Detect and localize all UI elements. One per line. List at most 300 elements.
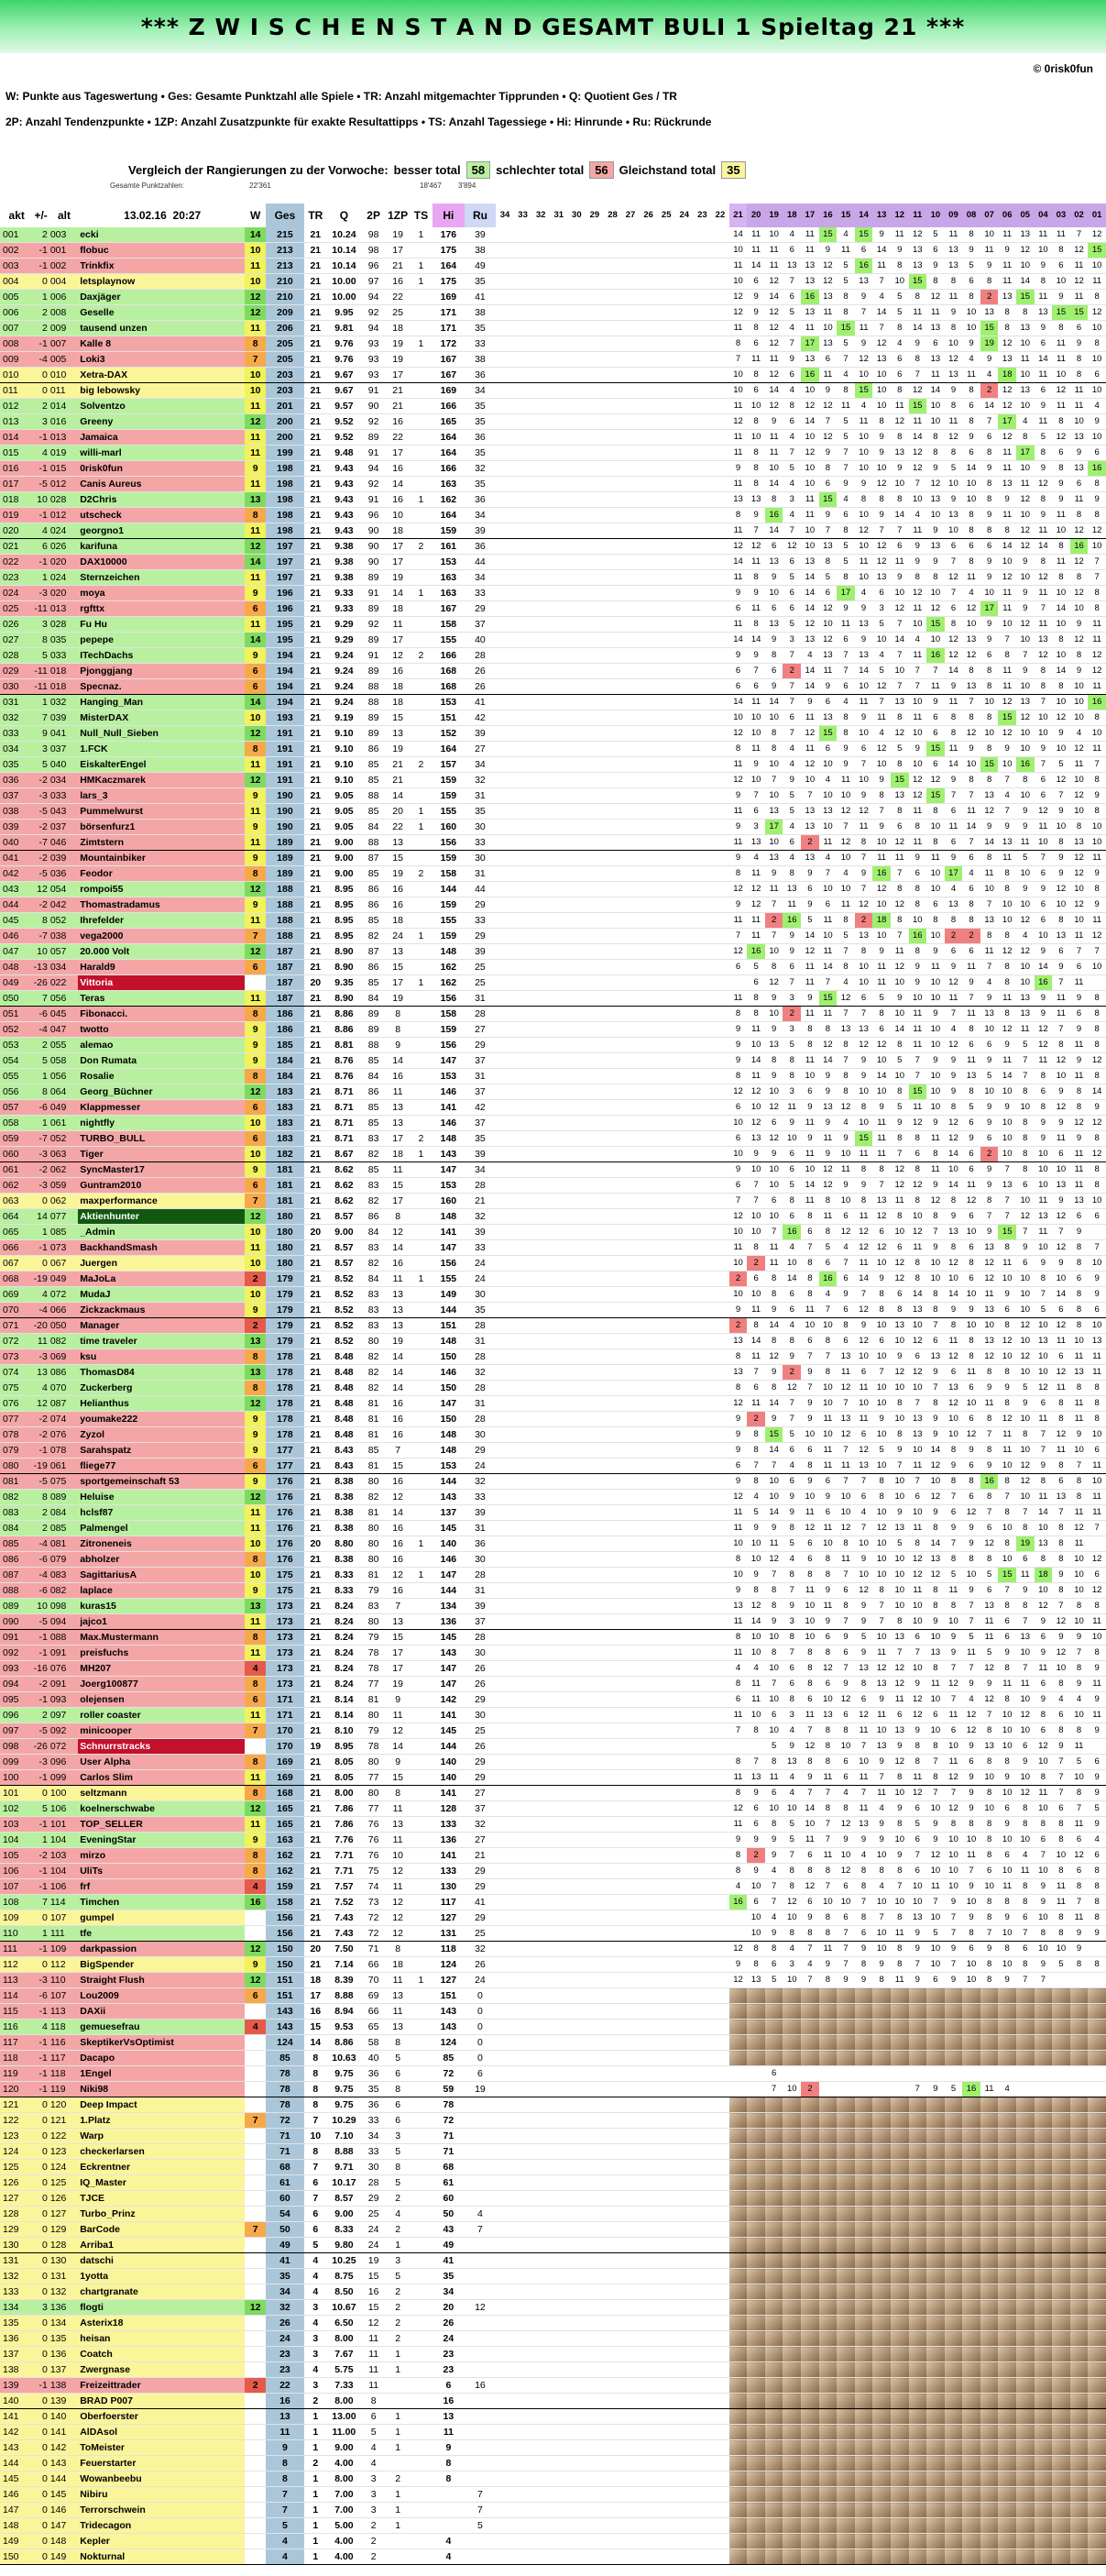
matchday-cell bbox=[604, 1038, 622, 1053]
day-wins bbox=[410, 1708, 433, 1723]
matchday-cell bbox=[550, 1552, 568, 1568]
matchday-cell bbox=[568, 1069, 586, 1084]
matchday-cell: 11 bbox=[1070, 259, 1089, 274]
day-points: 6 bbox=[245, 1100, 266, 1116]
matchday-cell: 13 bbox=[1035, 305, 1053, 321]
matchday-cell: 8 bbox=[1016, 1427, 1035, 1443]
matchday-cell: 9 bbox=[1052, 1194, 1070, 1209]
day-wins bbox=[410, 1256, 433, 1271]
matchday-cell bbox=[531, 1084, 550, 1100]
rueckrunde-points: 24 bbox=[465, 1459, 497, 1474]
bonus-points: 14 bbox=[386, 586, 409, 601]
matchday-cell: 12 bbox=[909, 1116, 927, 1131]
col-1zp: 1ZP bbox=[388, 209, 409, 222]
hinrunde-points: 145 bbox=[433, 1521, 465, 1536]
matchday-cell bbox=[550, 710, 568, 726]
matchday-cell: 12 bbox=[801, 726, 819, 742]
matchday-cell: 6 bbox=[1052, 1708, 1070, 1723]
comparison-label: Vergleich der Rangierungen zu der Vorwoche: bbox=[128, 163, 389, 177]
matchday-cell: 10 bbox=[926, 866, 945, 882]
diff-cell: -2 bbox=[30, 1427, 47, 1443]
diff-cell: 0 bbox=[30, 383, 47, 399]
matchday-cell: 8 bbox=[926, 274, 945, 290]
day-points: 6 bbox=[245, 1178, 266, 1194]
matchday-cell bbox=[711, 1412, 729, 1427]
matchday-cell: 14 bbox=[765, 523, 783, 539]
matchday-cell bbox=[531, 1568, 550, 1583]
matchday-cell bbox=[550, 1661, 568, 1677]
matchday-cell bbox=[586, 321, 604, 336]
matchday-cell bbox=[657, 866, 675, 882]
matchday-cell bbox=[496, 1271, 514, 1287]
matchday-cell: 8 bbox=[819, 1194, 838, 1209]
matchday-cell bbox=[621, 1084, 640, 1100]
matchday-cell bbox=[675, 243, 694, 259]
matchday-cell: 8 bbox=[1088, 1178, 1106, 1194]
matchday-cell bbox=[675, 695, 694, 710]
matchday-cell bbox=[621, 1412, 640, 1427]
matchday-cell: 9 bbox=[980, 570, 999, 586]
matchday-cell: 10 bbox=[855, 726, 873, 742]
matchday-cell: 2 bbox=[747, 1412, 765, 1427]
matchday-cell: 9 bbox=[747, 508, 765, 523]
matchday-cell: 10 bbox=[962, 1396, 980, 1412]
matchday-cell: 11 bbox=[872, 710, 891, 726]
matchday-cell: 5 bbox=[962, 1630, 980, 1646]
matchday-cell: 9 bbox=[729, 461, 748, 477]
matchday-cell bbox=[675, 1801, 694, 1817]
matchday-cell bbox=[496, 1365, 514, 1381]
matchday-cell bbox=[657, 1739, 675, 1755]
total-points: 173 bbox=[266, 1630, 303, 1646]
matchday-cell: 11 bbox=[855, 1770, 873, 1786]
matchday-cell: 8 bbox=[962, 523, 980, 539]
matchday-cell: 13 bbox=[872, 352, 891, 368]
player-name: TOP_SELLER bbox=[78, 1817, 245, 1833]
matchday-cell: 13 bbox=[765, 1038, 783, 1053]
day-points: 6 bbox=[245, 679, 266, 695]
matchday-cell: 7 bbox=[1035, 1287, 1053, 1303]
matchday-cell: 8 bbox=[962, 913, 980, 929]
matchday-cell: 11 bbox=[980, 866, 999, 882]
matchday-cell bbox=[568, 570, 586, 586]
matchday-cell: 7 bbox=[962, 695, 980, 710]
matchday-cell: 7 bbox=[819, 1817, 838, 1833]
day-wins bbox=[410, 383, 433, 399]
matchday-cell bbox=[621, 773, 640, 788]
matchday-cell bbox=[621, 461, 640, 477]
matchday-cell bbox=[657, 913, 675, 929]
matchday-cell: 11 bbox=[747, 913, 765, 929]
day-points: 10 bbox=[245, 1568, 266, 1583]
matchday-cell bbox=[514, 835, 532, 851]
matchday-cell bbox=[514, 975, 532, 991]
table-row bbox=[0, 1552, 1106, 1568]
matchday-cell: 10 bbox=[891, 1381, 909, 1396]
matchday-cell: 5 bbox=[783, 1536, 801, 1552]
matchday-cell: 6 bbox=[909, 1801, 927, 1817]
matchday-cell: 17 bbox=[980, 601, 999, 617]
matchday-cell: 8 bbox=[909, 1162, 927, 1178]
total-points: 173 bbox=[266, 1677, 303, 1692]
rueckrunde-points: 26 bbox=[465, 1677, 497, 1692]
matchday-cell: 11 bbox=[747, 1677, 765, 1692]
matchday-cell bbox=[675, 1209, 694, 1225]
matchday-cell bbox=[657, 1147, 675, 1162]
matchday-cell: 4 bbox=[819, 851, 838, 866]
matchday-cell: 5 bbox=[747, 960, 765, 975]
day-wins: 1 bbox=[410, 820, 433, 835]
matchday-cell bbox=[586, 1365, 604, 1381]
matchday-cell bbox=[496, 1443, 514, 1459]
hinrunde-points: 156 bbox=[433, 1038, 465, 1053]
player-name: rgfttx bbox=[78, 601, 245, 617]
day-points: 12 bbox=[245, 539, 266, 555]
rank-cell: 083 bbox=[0, 1505, 30, 1521]
day-points: 12 bbox=[245, 1490, 266, 1505]
total-points: 173 bbox=[266, 1599, 303, 1614]
matchday-cell bbox=[711, 1225, 729, 1240]
player-name: ThomasD84 bbox=[78, 1365, 245, 1381]
matchday-cell bbox=[531, 664, 550, 679]
matchday-cell bbox=[621, 477, 640, 492]
bonus-points: 20 bbox=[386, 804, 409, 820]
matchday-cell: 10 bbox=[1016, 1194, 1035, 1209]
matchday-cell bbox=[640, 1786, 658, 1801]
matchday-cell bbox=[675, 1817, 694, 1833]
hinrunde-points: 143 bbox=[433, 1646, 465, 1661]
matchday-cell bbox=[675, 1459, 694, 1474]
rank-cell: 041 bbox=[0, 851, 30, 866]
matchday-cell bbox=[514, 1708, 532, 1723]
table-row bbox=[0, 1583, 1106, 1599]
matchday-cell: 14 bbox=[783, 1271, 801, 1287]
matchday-cell: 12 bbox=[1070, 274, 1089, 290]
rank-cell: 072 bbox=[0, 1334, 30, 1349]
matchday-cell: 12 bbox=[926, 290, 945, 305]
diff-cell: -1 bbox=[30, 336, 47, 352]
matchday-cell bbox=[550, 1209, 568, 1225]
matchday-cell: 10 bbox=[1016, 975, 1035, 991]
bonus-points: 14 bbox=[386, 1381, 409, 1396]
matchday-cell: 10 bbox=[872, 1084, 891, 1100]
matchday-cell bbox=[711, 523, 729, 539]
matchday-cell bbox=[657, 1209, 675, 1225]
matchday-cell bbox=[694, 1007, 712, 1022]
matchday-cell bbox=[586, 1053, 604, 1069]
tendency-points: 83 bbox=[361, 1131, 387, 1147]
matchday-cell: 6 bbox=[909, 1147, 927, 1162]
matchday-cell: 11 bbox=[837, 1162, 855, 1178]
matchday-cell: 11 bbox=[819, 1599, 838, 1614]
matchday-cell: 12 bbox=[998, 695, 1016, 710]
matchday-cell: 11 bbox=[1016, 835, 1035, 851]
matchday-cell bbox=[496, 1427, 514, 1443]
quotient: 10.00 bbox=[327, 274, 361, 290]
tendency-points: 84 bbox=[361, 991, 387, 1007]
matchday-cell: 10 bbox=[1088, 430, 1106, 446]
quotient: 9.76 bbox=[327, 352, 361, 368]
matchday-cell: 7 bbox=[783, 446, 801, 461]
rounds-count: 21 bbox=[304, 773, 327, 788]
rounds-count: 21 bbox=[304, 1240, 327, 1256]
matchday-cell: 9 bbox=[1035, 259, 1053, 274]
matchday-cell: 5 bbox=[819, 1240, 838, 1256]
matchday-cell bbox=[531, 414, 550, 430]
matchday-cell: 11 bbox=[837, 617, 855, 633]
rueckrunde-points: 30 bbox=[465, 851, 497, 866]
bonus-points: 13 bbox=[386, 1100, 409, 1116]
matchday-cell bbox=[604, 586, 622, 601]
matchday-cell: 8 bbox=[980, 1443, 999, 1459]
tendency-points: 85 bbox=[361, 773, 387, 788]
day-points: 13 bbox=[245, 1365, 266, 1381]
matchday-cell: 8 bbox=[1035, 492, 1053, 508]
matchday-cell: 13 bbox=[872, 1677, 891, 1692]
matchday-cell bbox=[675, 1022, 694, 1038]
matchday-cell: 8 bbox=[926, 1147, 945, 1162]
hinrunde-points: 144 bbox=[433, 882, 465, 897]
matchday-cell bbox=[640, 1022, 658, 1038]
matchday-cell bbox=[711, 960, 729, 975]
day-wins bbox=[410, 913, 433, 929]
matchday-cell: 5 bbox=[962, 1100, 980, 1116]
matchday-cell bbox=[711, 773, 729, 788]
old-rank-cell: 082 bbox=[48, 1334, 78, 1349]
matchday-cell: 12 bbox=[872, 679, 891, 695]
matchday-cell: 15 bbox=[926, 617, 945, 633]
matchday-cell: 13 bbox=[747, 835, 765, 851]
matchday-cell: 9 bbox=[962, 1739, 980, 1755]
matchday-cell bbox=[675, 414, 694, 430]
hinrunde-points: 164 bbox=[433, 446, 465, 461]
player-name: Xetra-DAX bbox=[78, 368, 245, 383]
rounds-count: 21 bbox=[304, 648, 327, 664]
matchday-cell: 10 bbox=[855, 461, 873, 477]
matchday-cell bbox=[568, 1349, 586, 1365]
table-row bbox=[0, 1349, 1106, 1365]
table-row bbox=[0, 929, 1106, 944]
quotient: 9.10 bbox=[327, 773, 361, 788]
matchday-cell: 5 bbox=[783, 1038, 801, 1053]
bonus-points: 11 bbox=[386, 1708, 409, 1723]
matchday-cell bbox=[586, 617, 604, 633]
matchday-cell bbox=[621, 1240, 640, 1256]
player-name: youmake222 bbox=[78, 1412, 245, 1427]
matchday-cell: 8 bbox=[747, 1443, 765, 1459]
matchday-cell: 15 bbox=[1088, 243, 1106, 259]
rounds-count: 21 bbox=[304, 1022, 327, 1038]
matchday-cell bbox=[586, 1723, 604, 1739]
old-rank-cell: 085 bbox=[48, 1521, 78, 1536]
matchday-cell bbox=[621, 1661, 640, 1677]
matchday-cell: 14 bbox=[729, 633, 748, 648]
total-points: 199 bbox=[266, 446, 303, 461]
matchday-cell: 12 bbox=[998, 1412, 1016, 1427]
matchday-cell bbox=[531, 1162, 550, 1178]
matchday-cell bbox=[586, 570, 604, 586]
day-wins bbox=[410, 1318, 433, 1334]
matchday-cell: 11 bbox=[962, 960, 980, 975]
matchday-cell bbox=[514, 1583, 532, 1599]
matchday-cell: 12 bbox=[729, 726, 748, 742]
table-row bbox=[0, 1240, 1106, 1256]
bonus-points: 21 bbox=[386, 259, 409, 274]
diff-cell: 1 bbox=[30, 1225, 47, 1240]
matchday-cell bbox=[568, 227, 586, 243]
day-wins bbox=[410, 1692, 433, 1708]
day-wins bbox=[410, 414, 433, 430]
matchday-cell: 7 bbox=[729, 1723, 748, 1739]
matchday-cell: 10 bbox=[872, 1723, 891, 1739]
rueckrunde-points: 26 bbox=[465, 664, 497, 679]
matchday-cell bbox=[711, 1568, 729, 1583]
matchday-cell bbox=[657, 882, 675, 897]
matchday-cell: 9 bbox=[872, 227, 891, 243]
matchday-cell: 10 bbox=[872, 757, 891, 773]
matchday-cell: 6 bbox=[819, 1677, 838, 1692]
matchday-cell: 12 bbox=[855, 1303, 873, 1318]
diff-cell: -2 bbox=[30, 820, 47, 835]
matchday-cell bbox=[604, 742, 622, 757]
day-wins bbox=[410, 695, 433, 710]
matchday-cell bbox=[586, 1038, 604, 1053]
old-rank-cell: 033 bbox=[48, 648, 78, 664]
rueckrunde-points: 41 bbox=[465, 695, 497, 710]
matchday-cell: 9 bbox=[962, 336, 980, 352]
matchday-cell: 11 bbox=[1016, 477, 1035, 492]
rueckrunde-points: 28 bbox=[465, 1412, 497, 1427]
rueckrunde-points: 39 bbox=[465, 1599, 497, 1614]
diff-cell: 2 bbox=[30, 321, 47, 336]
matchday-cell bbox=[568, 1084, 586, 1100]
matchday-cell: 11 bbox=[1070, 1349, 1089, 1365]
matchday-cell: 6 bbox=[819, 1256, 838, 1271]
matchday-cell: 9 bbox=[819, 1116, 838, 1131]
col-matchday: 05 bbox=[1016, 204, 1035, 227]
matchday-cell bbox=[657, 1240, 675, 1256]
matchday-cell bbox=[694, 368, 712, 383]
matchday-cell bbox=[604, 259, 622, 274]
matchday-cell bbox=[711, 1614, 729, 1630]
day-wins bbox=[410, 1007, 433, 1022]
total-points: 200 bbox=[266, 430, 303, 446]
diff-cell: -3 bbox=[30, 1178, 47, 1194]
matchday-cell bbox=[657, 1303, 675, 1318]
matchday-cell bbox=[586, 399, 604, 414]
rank-cell: 039 bbox=[0, 820, 30, 835]
matchday-cell bbox=[514, 383, 532, 399]
matchday-cell: 8 bbox=[747, 1723, 765, 1739]
hinrunde-points: 168 bbox=[433, 664, 465, 679]
matchday-cell bbox=[657, 1116, 675, 1131]
matchday-cell: 7 bbox=[747, 523, 765, 539]
matchday-cell: 12 bbox=[855, 1240, 873, 1256]
matchday-cell: 9 bbox=[783, 1116, 801, 1131]
matchday-cell bbox=[694, 664, 712, 679]
player-name: hclsf87 bbox=[78, 1505, 245, 1521]
matchday-cell: 8 bbox=[801, 1568, 819, 1583]
matchday-cell: 9 bbox=[729, 1474, 748, 1490]
matchday-cell: 7 bbox=[872, 1770, 891, 1786]
better-count: 58 bbox=[466, 161, 490, 179]
matchday-cell: 7 bbox=[765, 1459, 783, 1474]
matchday-cell: 11 bbox=[1035, 1194, 1053, 1209]
matchday-cell bbox=[550, 1053, 568, 1069]
matchday-cell: 7 bbox=[872, 695, 891, 710]
matchday-cell bbox=[694, 1692, 712, 1708]
matchday-cell: 13 bbox=[1052, 1178, 1070, 1194]
matchday-cell bbox=[621, 882, 640, 897]
matchday-cell: 11 bbox=[872, 1147, 891, 1162]
matchday-cell: 8 bbox=[1052, 1552, 1070, 1568]
col-matchday: 10 bbox=[926, 204, 945, 227]
quotient: 9.10 bbox=[327, 742, 361, 757]
matchday-cell: 11 bbox=[747, 1069, 765, 1084]
matchday-cell: 7 bbox=[1016, 648, 1035, 664]
matchday-cell bbox=[604, 1505, 622, 1521]
matchday-cell: 7 bbox=[891, 523, 909, 539]
matchday-cell bbox=[550, 1349, 568, 1365]
matchday-cell bbox=[604, 975, 622, 991]
matchday-cell bbox=[657, 1349, 675, 1365]
old-rank-cell: 009 bbox=[48, 321, 78, 336]
matchday-cell: 9 bbox=[765, 1303, 783, 1318]
matchday-cell: 7 bbox=[945, 1490, 963, 1505]
matchday-cell: 3 bbox=[872, 601, 891, 617]
matchday-cell bbox=[694, 1318, 712, 1334]
matchday-cell bbox=[711, 414, 729, 430]
matchday-cell: 12 bbox=[891, 1256, 909, 1271]
rank-cell: 029 bbox=[0, 664, 30, 679]
matchday-cell: 10 bbox=[729, 274, 748, 290]
matchday-cell: 7 bbox=[747, 788, 765, 804]
matchday-cell: 12 bbox=[1070, 243, 1089, 259]
matchday-cell: 9 bbox=[872, 508, 891, 523]
matchday-cell bbox=[657, 1318, 675, 1334]
matchday-cell: 9 bbox=[891, 243, 909, 259]
matchday-cell: 5 bbox=[980, 1646, 999, 1661]
matchday-cell bbox=[531, 960, 550, 975]
matchday-cell: 11 bbox=[909, 1022, 927, 1038]
matchday-cell: 14 bbox=[926, 1443, 945, 1459]
matchday-cell: 8 bbox=[1070, 1100, 1089, 1116]
matchday-cell: 7 bbox=[837, 820, 855, 835]
matchday-cell: 16 bbox=[872, 866, 891, 882]
hinrunde-points: 155 bbox=[433, 633, 465, 648]
diff-cell: -2 bbox=[30, 897, 47, 913]
matchday-cell bbox=[568, 586, 586, 601]
matchday-cell bbox=[657, 1583, 675, 1599]
matchday-cell: 6 bbox=[729, 960, 748, 975]
matchday-cell: 8 bbox=[1070, 1661, 1089, 1677]
matchday-cell bbox=[496, 929, 514, 944]
matchday-cell: 12 bbox=[980, 1349, 999, 1365]
matchday-cell bbox=[711, 1116, 729, 1131]
matchday-cell: 9 bbox=[926, 695, 945, 710]
matchday-cell: 9 bbox=[980, 1225, 999, 1240]
matchday-cell bbox=[531, 1521, 550, 1536]
matchday-cell bbox=[550, 1786, 568, 1801]
day-wins: 1 bbox=[410, 586, 433, 601]
matchday-cell bbox=[568, 492, 586, 508]
day-wins: 1 bbox=[410, 804, 433, 820]
matchday-cell: 8 bbox=[765, 1755, 783, 1770]
table-row bbox=[0, 1334, 1106, 1349]
matchday-cell: 13 bbox=[891, 1630, 909, 1646]
matchday-cell: 7 bbox=[926, 1755, 945, 1770]
matchday-cell: 13 bbox=[980, 913, 999, 929]
